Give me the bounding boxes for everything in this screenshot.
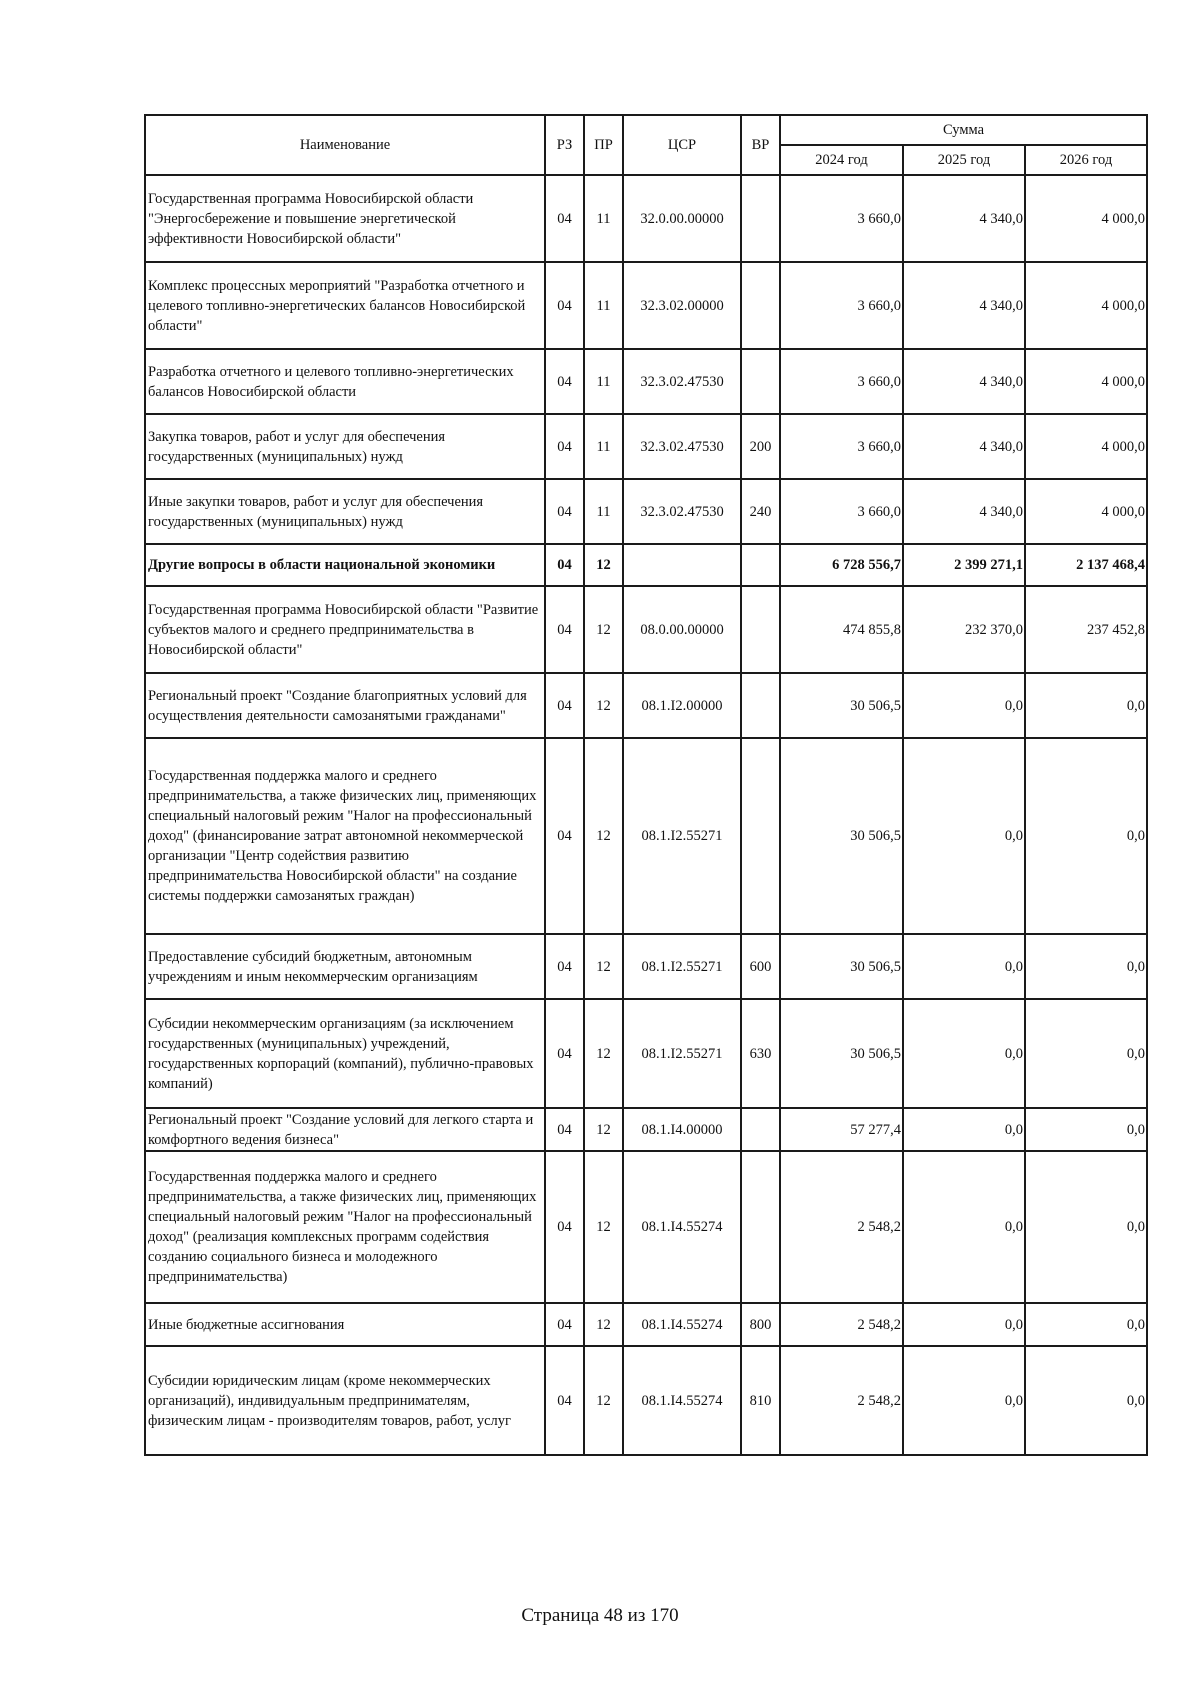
header-csr: ЦСР <box>623 115 741 175</box>
row-sum-2024-cell: 30 506,5 <box>780 934 903 999</box>
row-sum-2026-cell: 4 000,0 <box>1025 175 1147 262</box>
row-sum-2026-cell: 4 000,0 <box>1025 349 1147 414</box>
row-vr-cell <box>741 673 780 738</box>
row-rz-cell: 04 <box>545 175 584 262</box>
row-pr-cell: 11 <box>584 262 623 349</box>
row-rz-cell: 04 <box>545 586 584 673</box>
row-name-cell: Государственная программа Новосибирской области "Энергосбережение и повышение энергетической эффективности Новосибирской области" <box>145 175 545 262</box>
row-csr-cell: 08.1.I2.55271 <box>623 999 741 1108</box>
row-rz-cell: 04 <box>545 738 584 934</box>
row-vr-cell: 810 <box>741 1346 780 1455</box>
row-sum-2025-cell: 0,0 <box>903 1303 1025 1346</box>
row-sum-2025-cell: 4 340,0 <box>903 479 1025 544</box>
table-row <box>145 738 1147 934</box>
row-rz-cell: 04 <box>545 1151 584 1303</box>
row-csr-cell: 08.0.00.00000 <box>623 586 741 673</box>
row-name-cell: Другие вопросы в области национальной экономики <box>145 544 545 586</box>
row-sum-2024-cell: 30 506,5 <box>780 999 903 1108</box>
table-row <box>145 999 1147 1108</box>
row-sum-2025-cell: 4 340,0 <box>903 349 1025 414</box>
row-rz-cell: 04 <box>545 414 584 479</box>
row-pr-cell: 12 <box>584 999 623 1108</box>
row-sum-2024-cell: 57 277,4 <box>780 1108 903 1151</box>
row-pr-cell: 12 <box>584 1151 623 1303</box>
row-sum-2025-cell: 4 340,0 <box>903 262 1025 349</box>
row-csr-cell: 08.1.I2.55271 <box>623 934 741 999</box>
row-name-cell: Субсидии некоммерческим организациям (за исключением государственных (муниципальных) учреждений, государственных корпораций (компаний), публично-правовых компаний) <box>145 999 545 1108</box>
row-sum-2025-cell: 0,0 <box>903 1346 1025 1455</box>
row-vr-cell <box>741 262 780 349</box>
row-sum-2024-cell: 2 548,2 <box>780 1151 903 1303</box>
row-sum-2024-cell: 30 506,5 <box>780 673 903 738</box>
row-sum-2025-cell: 0,0 <box>903 738 1025 934</box>
row-sum-2024-cell: 3 660,0 <box>780 175 903 262</box>
row-vr-cell: 800 <box>741 1303 780 1346</box>
row-vr-cell: 240 <box>741 479 780 544</box>
row-csr-cell: 08.1.I4.55274 <box>623 1346 741 1455</box>
row-name-cell: Комплекс процессных мероприятий "Разработка отчетного и целевого топливно-энергетических балансов Новосибирской области" <box>145 262 545 349</box>
row-rz-cell: 04 <box>545 1346 584 1455</box>
row-pr-cell: 12 <box>584 1346 623 1455</box>
row-rz-cell: 04 <box>545 1108 584 1151</box>
row-sum-2025-cell: 232 370,0 <box>903 586 1025 673</box>
row-sum-2025-cell: 4 340,0 <box>903 175 1025 262</box>
row-vr-cell <box>741 738 780 934</box>
header-year-2025: 2025 год <box>903 145 1025 175</box>
row-vr-cell: 200 <box>741 414 780 479</box>
row-pr-cell: 11 <box>584 414 623 479</box>
row-sum-2026-cell: 0,0 <box>1025 1151 1147 1303</box>
row-vr-cell <box>741 1108 780 1151</box>
table-row <box>145 673 1147 738</box>
header-pr: ПР <box>584 115 623 175</box>
row-name-cell: Разработка отчетного и целевого топливно-энергетических балансов Новосибирской области <box>145 349 545 414</box>
header-year-2024: 2024 год <box>780 145 903 175</box>
row-pr-cell: 12 <box>584 673 623 738</box>
row-name-cell: Региональный проект "Создание условий для легкого старта и комфортного ведения бизнеса" <box>145 1108 545 1151</box>
row-csr-cell: 08.1.I4.55274 <box>623 1151 741 1303</box>
table-row <box>145 349 1147 414</box>
row-vr-cell <box>741 544 780 586</box>
row-sum-2024-cell: 3 660,0 <box>780 262 903 349</box>
row-sum-2026-cell: 0,0 <box>1025 1108 1147 1151</box>
row-sum-2026-cell: 0,0 <box>1025 673 1147 738</box>
row-sum-2026-cell: 0,0 <box>1025 1346 1147 1455</box>
row-csr-cell: 08.1.I4.00000 <box>623 1108 741 1151</box>
row-name-cell: Иные закупки товаров, работ и услуг для обеспечения государственных (муниципальных) нужд <box>145 479 545 544</box>
table-row <box>145 1108 1147 1151</box>
row-sum-2025-cell: 0,0 <box>903 999 1025 1108</box>
row-sum-2024-cell: 30 506,5 <box>780 738 903 934</box>
row-sum-2025-cell: 0,0 <box>903 673 1025 738</box>
header-rz: РЗ <box>545 115 584 175</box>
row-vr-cell: 600 <box>741 934 780 999</box>
row-name-cell: Предоставление субсидий бюджетным, автономным учреждениям и иным некоммерческим организациям <box>145 934 545 999</box>
row-csr-cell: 08.1.I2.00000 <box>623 673 741 738</box>
row-pr-cell: 12 <box>584 544 623 586</box>
table-row <box>145 479 1147 544</box>
row-csr-cell: 32.3.02.47530 <box>623 349 741 414</box>
row-vr-cell <box>741 586 780 673</box>
row-sum-2024-cell: 3 660,0 <box>780 349 903 414</box>
row-name-cell: Государственная поддержка малого и среднего предпринимательства, а также физических лиц, применяющих специальный налоговый режим "Налог на профессиональный доход" (реализация комплексных программ содействия созданию социального бизнеса и молодежного предпринимательства) <box>145 1151 545 1303</box>
row-sum-2026-cell: 0,0 <box>1025 934 1147 999</box>
row-csr-cell: 32.3.02.47530 <box>623 479 741 544</box>
row-rz-cell: 04 <box>545 934 584 999</box>
row-sum-2025-cell: 0,0 <box>903 1108 1025 1151</box>
row-sum-2026-cell: 4 000,0 <box>1025 414 1147 479</box>
row-vr-cell: 630 <box>741 999 780 1108</box>
row-vr-cell <box>741 1151 780 1303</box>
row-sum-2024-cell: 3 660,0 <box>780 414 903 479</box>
row-rz-cell: 04 <box>545 999 584 1108</box>
row-sum-2025-cell: 0,0 <box>903 1151 1025 1303</box>
row-sum-2026-cell: 0,0 <box>1025 999 1147 1108</box>
row-csr-cell: 32.0.00.00000 <box>623 175 741 262</box>
page-number: Страница 48 из 170 <box>521 1605 679 1626</box>
row-pr-cell: 12 <box>584 934 623 999</box>
row-pr-cell: 12 <box>584 738 623 934</box>
row-pr-cell: 11 <box>584 479 623 544</box>
row-name-cell: Субсидии юридическим лицам (кроме некоммерческих организаций), индивидуальным предпринимателям, физическим лицам - производителям товаров, работ, услуг <box>145 1346 545 1455</box>
row-sum-2025-cell: 4 340,0 <box>903 414 1025 479</box>
row-name-cell: Государственная поддержка малого и среднего предпринимательства, а также физических лиц, применяющих специальный налоговый режим "Налог на профессиональный доход" (финансирование затрат автономной некоммерческой организации "Центр содействия развитию предпринимательства Новосибирской области" на создание системы поддержки самозанятых граждан) <box>145 738 545 934</box>
row-sum-2026-cell: 4 000,0 <box>1025 479 1147 544</box>
row-csr-cell: 08.1.I4.55274 <box>623 1303 741 1346</box>
row-rz-cell: 04 <box>545 1303 584 1346</box>
table-row <box>145 175 1147 262</box>
budget-table-container <box>144 114 1148 1456</box>
table-row <box>145 934 1147 999</box>
row-rz-cell: 04 <box>545 479 584 544</box>
row-pr-cell: 12 <box>584 586 623 673</box>
row-csr-cell: 32.3.02.00000 <box>623 262 741 349</box>
header-year-2026: 2026 год <box>1025 145 1147 175</box>
row-rz-cell: 04 <box>545 262 584 349</box>
row-sum-2026-cell: 0,0 <box>1025 1303 1147 1346</box>
row-sum-2024-cell: 6 728 556,7 <box>780 544 903 586</box>
row-sum-2026-cell: 2 137 468,4 <box>1025 544 1147 586</box>
table-body <box>145 175 1147 1455</box>
row-name-cell: Иные бюджетные ассигнования <box>145 1303 545 1346</box>
row-pr-cell: 12 <box>584 1108 623 1151</box>
row-csr-cell: 32.3.02.47530 <box>623 414 741 479</box>
row-csr-cell <box>623 544 741 586</box>
row-pr-cell: 11 <box>584 175 623 262</box>
row-sum-2024-cell: 474 855,8 <box>780 586 903 673</box>
table-row <box>145 1151 1147 1303</box>
table-row <box>145 262 1147 349</box>
row-rz-cell: 04 <box>545 349 584 414</box>
row-sum-2024-cell: 2 548,2 <box>780 1303 903 1346</box>
header-sum: Сумма <box>780 115 1147 145</box>
row-pr-cell: 12 <box>584 1303 623 1346</box>
row-rz-cell: 04 <box>545 544 584 586</box>
row-vr-cell <box>741 349 780 414</box>
table-row <box>145 1303 1147 1346</box>
row-vr-cell <box>741 175 780 262</box>
row-sum-2024-cell: 3 660,0 <box>780 479 903 544</box>
header-name: Наименование <box>145 115 545 175</box>
header-vr: ВР <box>741 115 780 175</box>
row-name-cell: Региональный проект "Создание благоприятных условий для осуществления деятельности самозанятыми гражданами" <box>145 673 545 738</box>
row-sum-2026-cell: 4 000,0 <box>1025 262 1147 349</box>
row-csr-cell: 08.1.I2.55271 <box>623 738 741 934</box>
row-sum-2026-cell: 237 452,8 <box>1025 586 1147 673</box>
row-rz-cell: 04 <box>545 673 584 738</box>
table-row <box>145 414 1147 479</box>
budget-table <box>144 114 1148 1456</box>
row-name-cell: Закупка товаров, работ и услуг для обеспечения государственных (муниципальных) нужд <box>145 414 545 479</box>
row-sum-2024-cell: 2 548,2 <box>780 1346 903 1455</box>
row-sum-2026-cell: 0,0 <box>1025 738 1147 934</box>
table-row <box>145 544 1147 586</box>
table-row <box>145 1346 1147 1455</box>
table-row <box>145 586 1147 673</box>
row-sum-2025-cell: 0,0 <box>903 934 1025 999</box>
row-name-cell: Государственная программа Новосибирской области "Развитие субъектов малого и среднего предпринимательства в Новосибирской области" <box>145 586 545 673</box>
row-sum-2025-cell: 2 399 271,1 <box>903 544 1025 586</box>
row-pr-cell: 11 <box>584 349 623 414</box>
